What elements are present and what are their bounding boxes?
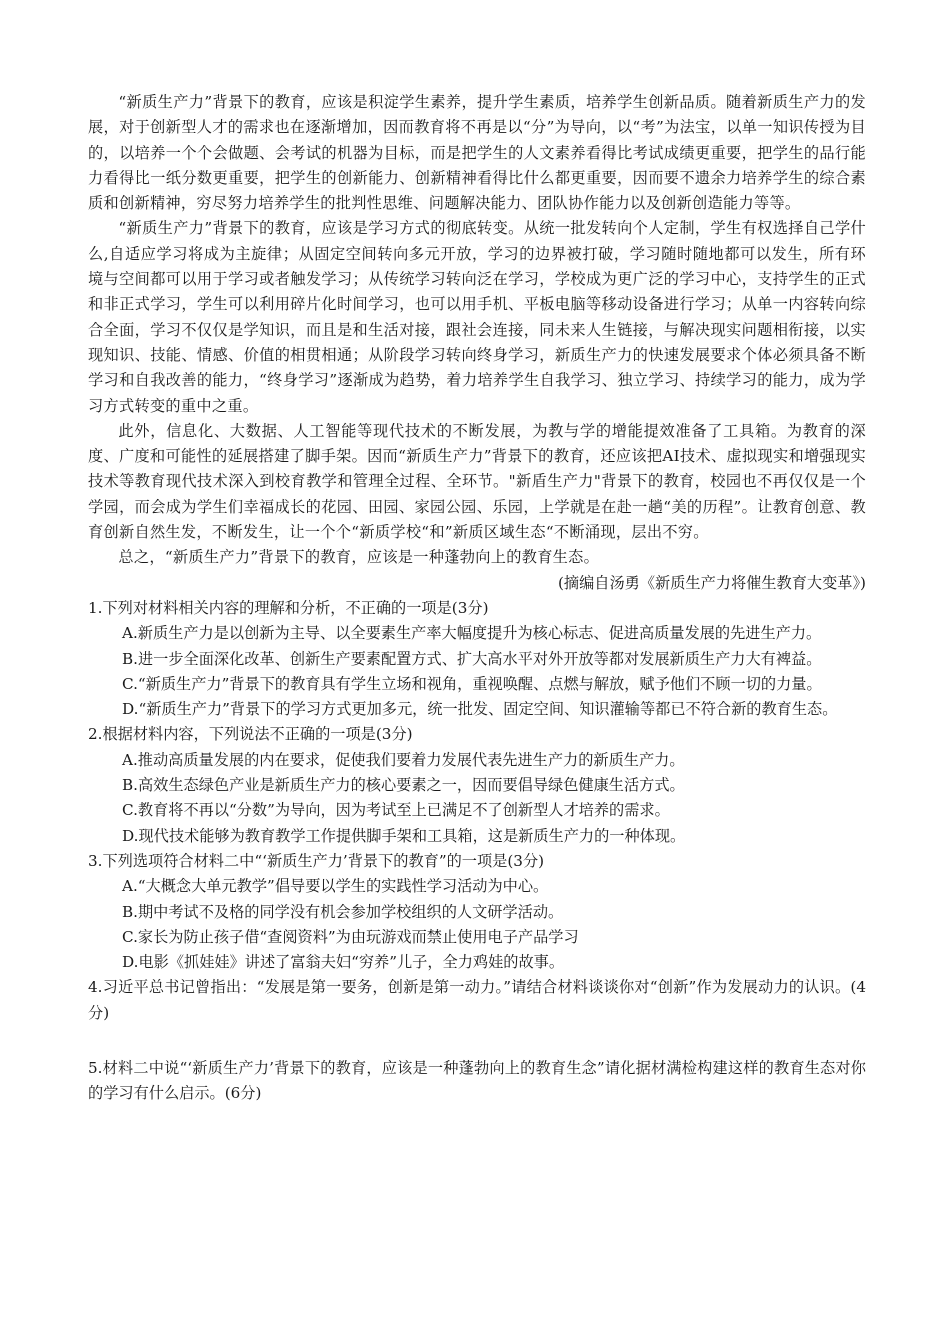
question-2-stem: 2.根据材料内容，下列说法不正确的一项是(3分)	[88, 725, 413, 744]
question-1-option-a: A.新质生产力是以创新为主导、以全要素生产率大幅度提升为核心标志、促进高质量发展的先进生产力。	[122, 624, 822, 643]
question-3-option-b: B.期中考试不及格的同学没有机会参加学校组织的人文研学活动。	[122, 902, 564, 921]
question-3-option-d: D.电影《抓娃娃》讲述了富翁夫妇“穷养”儿子，全力鸡娃的故事。	[122, 953, 565, 972]
reading-passage	[88, 90, 866, 596]
question-2-option-c: C.教育将不再以“分数”为导向，因为考试至上已满足不了创新型人才培养的需求。	[122, 801, 670, 820]
passage-source: (摘编自汤勇《新质生产力将催生教育大变革》)	[557, 573, 866, 592]
passage-paragraph-1: “新质生产力”背景下的教育，应该是积淀学生素养，提升学生素质，培养学生创新品质。随着新质生产力的发展，对于创新型人才的需求也在逐渐增加，因而教育将不再是以“分”为导向，以“考”为法宝，以单一知识传授为目的，以培养一个个会做题、会考试的机器为目标，而是把学生的人文素养看得比考试成绩更重要，把学生的品行能力看得比一纸分数更重要，把学生的创新能力、创新精神看得比什么都更重要，因而要不遗余力培养学生的综合素质和创新精神，穷尽努力培养学生的批判性思维、问题解决能力、团队协作能力以及创新创造能力等等。	[88, 93, 866, 213]
question-5	[88, 1056, 866, 1107]
passage-paragraph-4: 总之，“新质生产力”背景下的教育，应该是一种蓬勃向上的教育生态。	[118, 548, 600, 567]
passage-paragraph-3: 此外，信息化、大数据、人工智能等现代技术的不断发展，为教与学的增能提效准备了工具箱。为教育的深度、广度和可能性的延展搭建了脚手架。因而“新质生产力”背景下的教育，还应该把AI技术、虚拟现实和增强现实技术等教育现代技术深入到校育教学和管理全过程、全环节。"新盾生产力"背景下的教育，校园也不再仅仅是一个学园，而会成为学生们幸福成长的花园、田园、家园公园、乐园，上学就是在赴一趟“美的历程”。让教育创意、教育创新自然生发，不断发生，让一个个“新质学校“和”新质区域生态“不断涌现，层出不穷。	[88, 421, 866, 542]
passage-paragraph-2: “新质生产力”背景下的教育，应该是学习方式的彻底转变。从统一批发转向个人定制，学生有权选择自己学什么,自适应学习将成为主旋律；从固定空间转向多元开放，学习的边界被打破，学习随时随地都可以发生，所有环境与空间都可以用于学习或者触发学习；从传统学习转向泛在学习，学校成为更广泛的学习中心，支持学生的正式和非正式学习，学生可以利用碎片化时间学习，也可以用手机、平板电脑等移动设备进行学习；从单一内容转向综合全面，学习不仅仅是学知识，而且是和生活对接，跟社会连接，同未来人生链接，与解决现实问题相衔接，以实现知识、技能、情感、价值的相贯相通；从阶段学习转向终身学习，新质生产力的快速发展要求个体必须具备不断学习和自我改善的能力，“终身学习”逐渐成为趋势，着力培养学生自我学习、独立学习、持续学习的能力，成为学习方式转变的重中之重。	[88, 219, 866, 415]
question-3-option-a: A.“大概念大单元教学”倡导要以学生的实践性学习活动为中心。	[122, 877, 549, 896]
exam-page	[88, 90, 866, 1107]
question-4-stem: 4.习近平总书记曾指出：“发展是第一要务，创新是第一动力。”请结合材料谈谈你对“创新”作为发展动力的认识。(4分)	[88, 978, 866, 1022]
question-1-stem: 1.下列对材料相关内容的理解和分析，不正确的一项是(3分)	[88, 598, 489, 617]
question-1-option-d: D.“新质生产力”背景下的学习方式更加多元，统一批发、固定空间、知识灌输等都已不符合新的教育生态。	[122, 700, 838, 719]
question-1-option-b: B.进一步全面深化改革、创新生产要素配置方式、扩大高水平对外开放等都对发展新质生产力大有裨益。	[122, 649, 822, 668]
question-3-stem: 3.下列选项符合材料二中“‘新质生产力’背景下的教育”的一项是(3分)	[88, 851, 545, 870]
question-2	[88, 722, 866, 848]
question-2-option-a: A.推动高质量发展的内在要求，促使我们要着力发展代表先进生产力的新质生产力。	[122, 750, 685, 769]
question-2-option-d: D.现代技术能够为教育教学工作提供脚手架和工具箱，这是新质生产力的一种体现。	[122, 826, 686, 845]
question-1-option-c: C.“新质生产力”背景下的教育具有学生立场和视角，重视唤醒、点燃与解放，赋予他们不顾一切的力量。	[122, 674, 822, 693]
question-2-option-b: B.高效生态绿色产业是新质生产力的核心要素之一，因而要倡导绿色健康生活方式。	[122, 776, 685, 795]
question-5-stem: 5.材料二中说“‘新质生产力’背景下的教育，应该是一种蓬勃向上的教育生念”请化据材满检构建这样的教育生态对你的学习有什么启示。(6分)	[88, 1058, 866, 1103]
question-1	[88, 596, 866, 722]
question-4	[88, 975, 866, 1026]
question-3	[88, 849, 866, 975]
question-3-option-c: C.家长为防止孩子借“查阅资料”为由玩游戏而禁止使用电子产品学习	[122, 927, 579, 946]
